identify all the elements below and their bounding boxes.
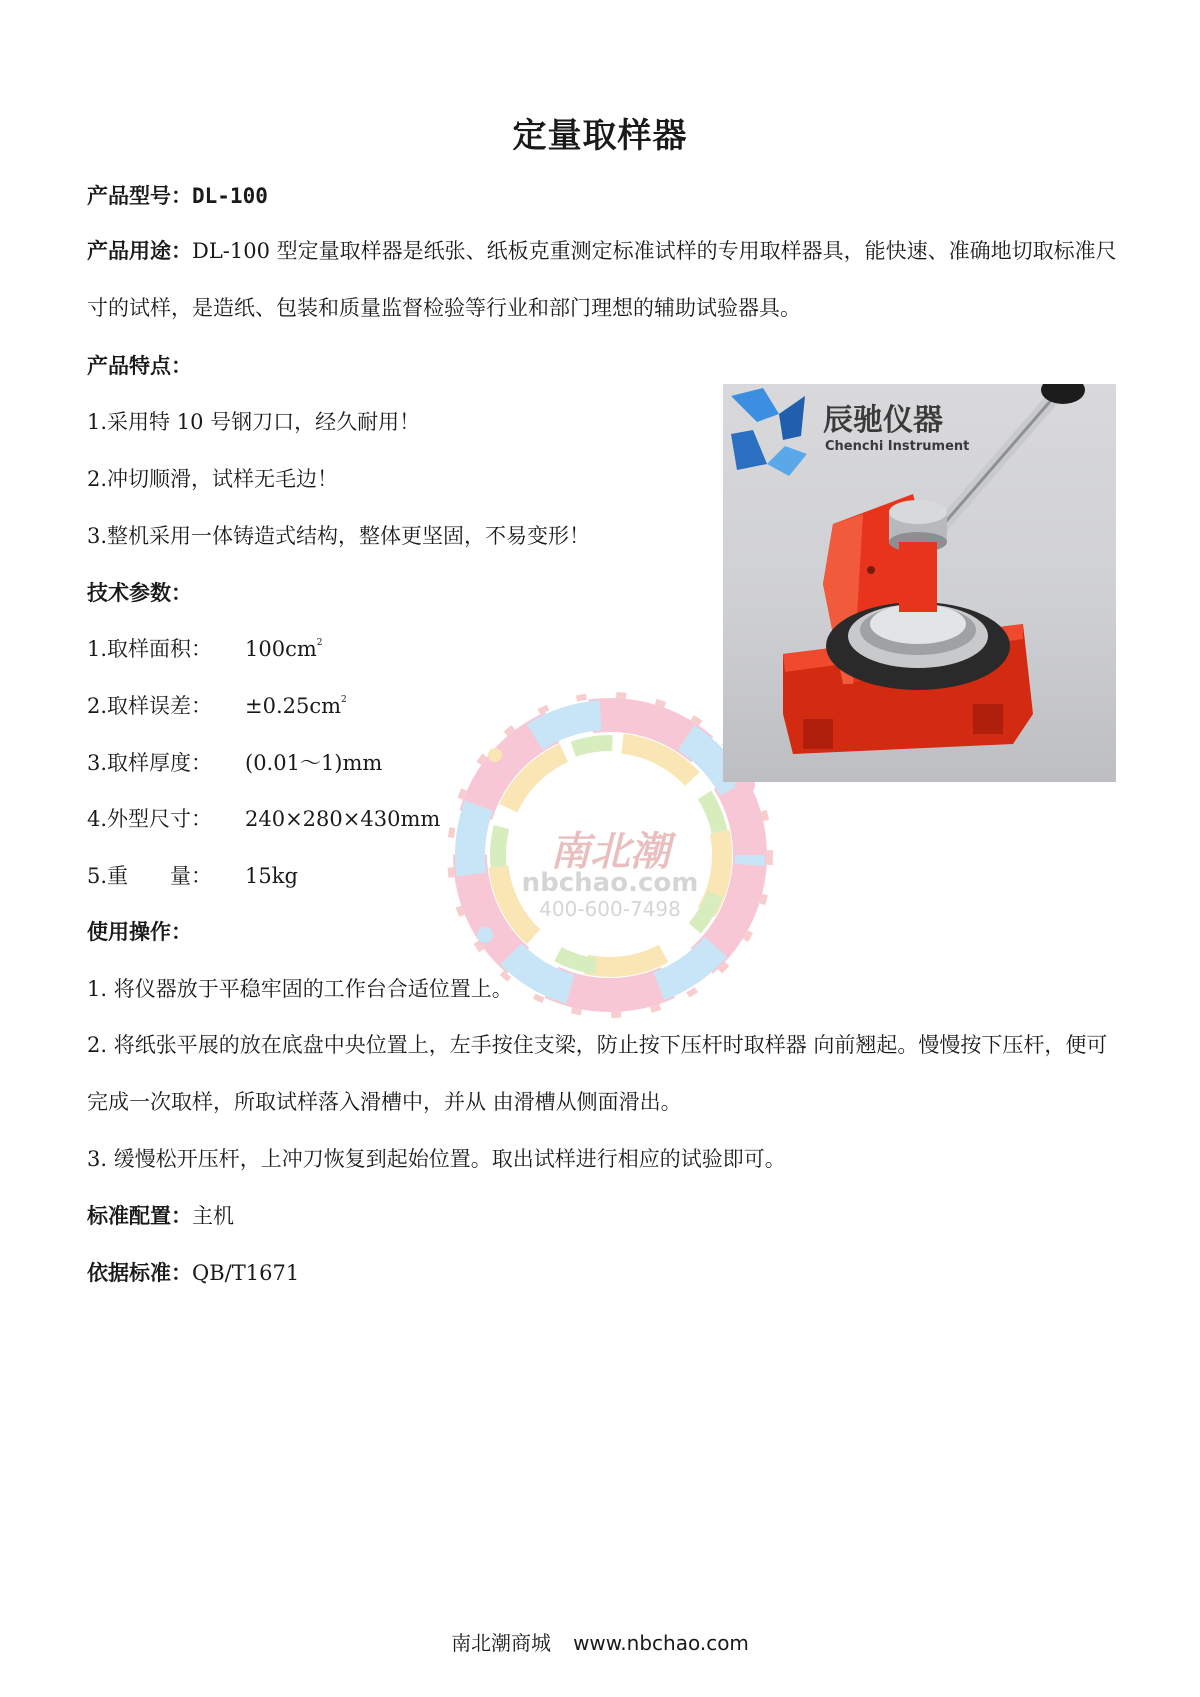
feature-item-1: 1.采用特 10 号钢刀口，经久耐用！ <box>87 410 421 434</box>
footer-shop: 南北潮商城 <box>451 1631 552 1655</box>
watermark-domain: nbchao.com <box>521 868 699 898</box>
spec-value: ±0.25cm <box>245 694 342 718</box>
usage-text: DL-100 型定量取样器是纸张、纸板克重测定标准试样的专用取样器具，能快速、准确地切取标准尺寸的试样，是造纸、包装和质量监督检验等行业和部门理想的辅助试验器具。 <box>87 239 1117 320</box>
watermark-cn: 南北潮 <box>550 828 670 875</box>
footer-url[interactable]: www.nbchao.com <box>573 1631 749 1655</box>
usage-label: 产品用途： <box>87 239 192 263</box>
spec-superscript: 2 <box>341 695 347 705</box>
spec-row-area <box>87 634 487 664</box>
watermark-phone: 400-600-7498 <box>539 897 681 921</box>
model-value: DL-100 <box>192 184 268 208</box>
chenchi-logo-icon <box>731 388 807 476</box>
brand-en: Chenchi Instrument <box>825 439 970 454</box>
usage-paragraph <box>87 223 1127 337</box>
brand-cn: 辰驰仪器 <box>823 403 943 438</box>
operation-step-2: 2. 将纸张平展的放在底盘中央位置上，左手按住支梁，防止按下压杆时取样器 向前翘起。慢慢按下压杆，便可完成一次取样，所取试样落入滑槽中，并从 由滑槽从侧面滑出。 <box>87 1033 1108 1114</box>
spec-label: 4.外型尺寸： <box>87 807 213 831</box>
standard-config-value: 主机 <box>192 1204 234 1228</box>
feature-item-2: 2.冲切顺滑，试样无毛边！ <box>87 467 339 491</box>
model-row <box>87 181 268 211</box>
spec-value: (0.01～1)mm <box>245 751 383 775</box>
spec-label: 5.重 量： <box>87 864 213 888</box>
spec-label: 1.取样面积： <box>87 637 213 661</box>
product-photo <box>723 384 1116 782</box>
feature-item-3: 3.整机采用一体铸造式结构，整体更坚固，不易变形！ <box>87 524 591 548</box>
spec-label: 2.取样误差： <box>87 694 213 718</box>
page-footer <box>0 1627 1200 1656</box>
spec-value: 15kg <box>245 864 298 888</box>
operation-heading: 使用操作： <box>87 920 192 944</box>
sampler-machine-illustration <box>723 384 1116 782</box>
basis-standard-row <box>87 1258 299 1288</box>
model-label: 产品型号： <box>87 184 192 208</box>
page-title: 定量取样器 <box>512 116 688 156</box>
specs-heading: 技术参数： <box>87 581 192 605</box>
basis-standard-value: QB/T1671 <box>192 1261 300 1285</box>
standard-config-label: 标准配置： <box>87 1204 192 1228</box>
operation-step-3: 3. 缓慢松开压杆，上冲刀恢复到起始位置。取出试样进行相应的试验即可。 <box>87 1147 786 1171</box>
spec-value: 100cm <box>245 637 317 661</box>
basis-standard-label: 依据标准： <box>87 1261 192 1285</box>
spec-label: 3.取样厚度： <box>87 751 213 775</box>
features-heading: 产品特点： <box>87 354 192 378</box>
spec-value: 240×280×430mm <box>245 807 441 831</box>
spec-superscript: 2 <box>316 638 323 648</box>
operation-step-1: 1. 将仪器放于平稳牢固的工作台合适位置上。 <box>87 977 513 1001</box>
standard-config-row <box>87 1201 234 1231</box>
